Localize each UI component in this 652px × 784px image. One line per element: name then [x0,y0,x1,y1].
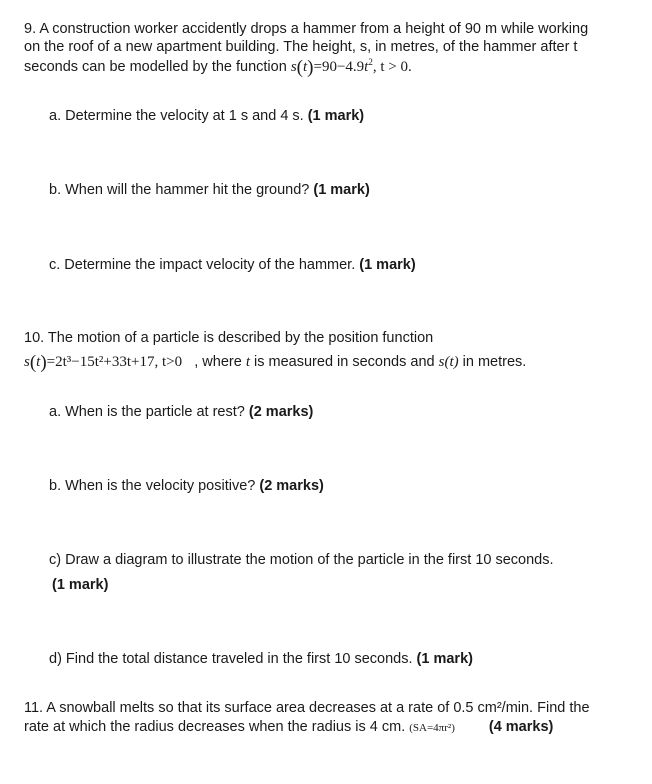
q10-part-a: a. When is the particle at rest? (2 marks) [49,404,314,420]
q9-part-b: b. When will the hammer hit the ground? (1 mark) [49,182,370,198]
q9-line-3-text: seconds can be modelled by the function [24,59,291,75]
q11-line-1: 11. A snowball melts so that its surface area decreases at a rate of 0.5 cm²/min. Find the [24,700,590,716]
q11-marks: (4 marks) [488,719,554,735]
q9-line-2: on the roof of a new apartment building. The height, s, in metres, of the hammer after t [24,39,578,55]
q9-part-a-marks: (1 mark) [307,108,365,124]
q9-part-a: a. Determine the velocity at 1 s and 4 s. (1 mark) [49,108,365,124]
q10-part-c: c) Draw a diagram to illustrate the motion of the particle in the first 10 seconds. [49,552,554,568]
q9-part-c-marks: (1 mark) [359,257,416,273]
q10-part-d: d) Find the total distance traveled in the first 10 seconds. (1 mark) [49,651,473,667]
q10-position-formula: s(t)=2t³−15t²+33t+17, t>0 [24,352,183,373]
q9-height-formula: $s(t)=90-4.9t^2$, t > 0. [290,57,412,78]
q11-surface-area-formula: (SA=4πr²) [409,722,455,734]
q9-part-c: c. Determine the impact velocity of the hammer. (1 mark) [49,257,416,273]
q9-line-1: 9. A construction worker accidently drops a hammer from a height of 90 m while working [24,21,589,37]
q9-line-3 [24,58,412,77]
q9-part-b-marks: (1 mark) [313,182,370,198]
q10-line-1: 10. The motion of a particle is described by the position function [24,330,434,346]
q10-part-c-marks: (1 mark) [52,577,109,593]
q10-part-b-marks: (2 marks) [259,478,324,494]
q11-line-2: rate at which the radius decreases when the radius is 4 cm. (SA=4πr²) (4 marks) [24,719,554,735]
q10-line-2: s(t)=2t³−15t²+33t+17, t>0 , where t is measured in seconds and s(t) in metres. [24,352,527,373]
q10-part-a-marks: (2 marks) [248,404,314,420]
q10-part-d-marks: (1 mark) [416,651,473,667]
q10-part-b: b. When is the velocity positive? (2 marks) [49,478,324,494]
